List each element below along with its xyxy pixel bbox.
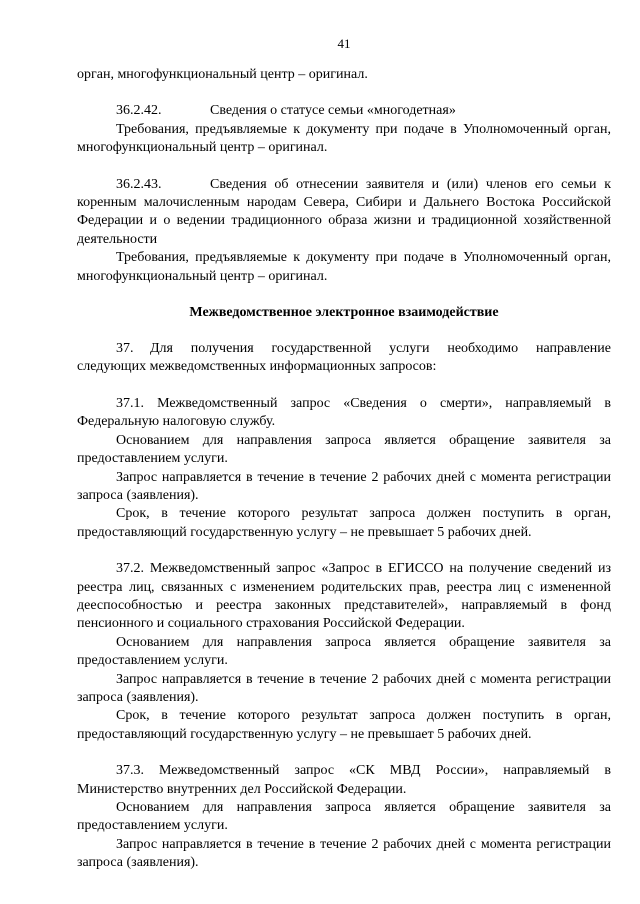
section-37-2-deadline: Срок, в течение которого результат запроса должен поступить в орган, предоставляющий государственную услугу – не превышает 5 рабочих дней. xyxy=(77,708,611,742)
document-page xyxy=(77,36,611,873)
section-36-2-42-title xyxy=(77,102,611,120)
section-37-1-basis: Основанием для направления запроса является обращение заявителя за предоставлением услуги. xyxy=(77,432,611,467)
section-36-2-43-requirements: Требования, предъявляемые к документу при подаче в Уполномоченный орган, многофункциональный центр – оригинал. xyxy=(77,250,611,284)
page-number: 41 xyxy=(337,36,351,51)
section-37-2-intro: 37.2. Межведомственный запрос «Запрос в ЕГИССО на получение сведений из реестра лиц, связанных с изменением родительских прав, реестра лиц с измененной дееспособностью и реестра законных представителей», направляемый в фонд пенсионного и социального страхования Российской Федерации. xyxy=(77,561,611,632)
section-36-2-42-number: 36.2.42. xyxy=(116,103,162,119)
section-37-3-basis: Основанием для направления запроса является обращение заявителя за предоставлением услуги. xyxy=(77,800,611,834)
section-36-2-42-title-text: Сведения о статусе семьи «многодетная» xyxy=(210,103,456,119)
section-37-3-intro: 37.3. Межведомственный запрос «СК МВД России», направляемый в Министерство внутренних дел Российской Федерации. xyxy=(77,763,611,797)
section-37-2-basis: Основанием для направления запроса является обращение заявителя за предоставлением услуги. xyxy=(77,634,611,669)
section-37 xyxy=(77,340,611,377)
section-37-number: 37. xyxy=(116,341,134,357)
paragraph-continuation: орган, многофункциональный центр – оригинал. xyxy=(77,67,368,82)
section-37-3-term: Запрос направляется в течение в течение 2 рабочих дней с момента регистрации запроса (заявления). xyxy=(77,836,611,871)
section-36-2-42-requirements: Требования, предъявляемые к документу при подаче в Уполномоченный орган, многофункциональный центр – оригинал. xyxy=(77,121,611,156)
section-36-2-43-number: 36.2.43. xyxy=(116,176,162,192)
section-37-2-term: Запрос направляется в течение в течение 2 рабочих дней с момента регистрации запроса (заявления). xyxy=(77,671,611,705)
section-37-1-intro: 37.1. Межведомственный запрос «Сведения о смерти», направляемый в Федеральную налоговую службу. xyxy=(77,395,611,430)
section-37-1-deadline: Срок, в течение которого результат запроса должен поступить в орган, предоставляющий государственную услугу – не превышает 5 рабочих дней. xyxy=(77,506,611,540)
section-36-2-43-title-text: Сведения об отнесении заявителя и (или) членов его семьи к коренным малочисленным народам Севера, Сибири и Дальнего Востока Российской Федерации и о ведении традиционного образа жизни и традиционной хозяйственной деятельности xyxy=(77,176,611,247)
section-37-1-term: Запрос направляется в течение в течение 2 рабочих дней с момента регистрации запроса (заявления). xyxy=(77,469,611,503)
section-heading: Межведомственное электронное взаимодействие xyxy=(189,305,499,321)
section-37-text: Для получения государственной услуги необходимо направление следующих межведомственных информационных запросов: xyxy=(77,341,611,375)
section-36-2-43-title xyxy=(77,176,611,250)
